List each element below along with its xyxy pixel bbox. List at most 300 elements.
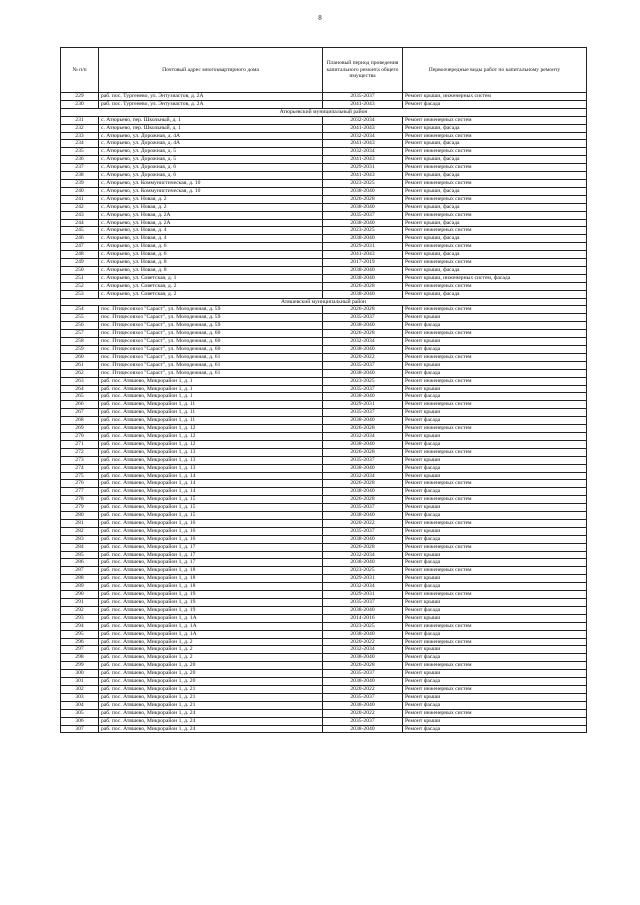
row-works: Ремонт инженерных систем: [403, 282, 587, 290]
row-works: Ремонт фасада: [403, 606, 587, 614]
row-works: Ремонт инженерных систем: [403, 243, 587, 251]
row-works: Ремонт крыши, фасада: [403, 203, 587, 211]
row-number: 237: [61, 164, 99, 172]
row-address: раб. пос. Атяшево, Микрорайон 1, д. 1А: [99, 614, 323, 622]
row-number: 244: [61, 219, 99, 227]
table-row: [61, 614, 587, 622]
row-address: раб. пос. Атяшево, Микрорайон 1, д. 15: [99, 512, 323, 520]
row-period: 2026-2028: [323, 195, 403, 203]
row-number: 240: [61, 187, 99, 195]
row-period: 2026-2028: [323, 662, 403, 670]
row-address: с. Атюрьево, ул. Дорожная, д. 6: [99, 172, 323, 180]
table-row: [61, 116, 587, 124]
row-number: 230: [61, 100, 99, 108]
row-number: 297: [61, 646, 99, 654]
row-works: Ремонт фасада: [403, 322, 587, 330]
table-row: [61, 274, 587, 282]
row-works: Ремонт инженерных систем: [403, 116, 587, 124]
row-works: Ремонт фасада: [403, 654, 587, 662]
table-row: [61, 709, 587, 717]
row-period: 2035-2037: [323, 599, 403, 607]
row-number: 259: [61, 346, 99, 354]
table-row: [61, 306, 587, 314]
row-works: Ремонт крыши: [403, 504, 587, 512]
row-address: пос. Птицесовхоз "Сараст", ул. Молодежная, д. 60: [99, 346, 323, 354]
row-period: 2041-2043: [323, 124, 403, 132]
row-period: 2026-2028: [323, 330, 403, 338]
table-row: [61, 527, 587, 535]
row-works: Ремонт крыши, фасада: [403, 266, 587, 274]
district-name: Атюрьевский муниципальный район: [61, 108, 587, 116]
table-row: [61, 243, 587, 251]
row-works: Ремонт фасада: [403, 725, 587, 733]
row-address: раб. пос. Тургенево, ул. Энтузиастов, д. 2А: [99, 100, 323, 108]
row-number: 288: [61, 575, 99, 583]
row-address: раб. пос. Атяшево, Микрорайон 1, д. 1А: [99, 622, 323, 630]
table-row: [61, 622, 587, 630]
row-works: Ремонт крыши, фасада: [403, 235, 587, 243]
row-number: 271: [61, 440, 99, 448]
row-address: с. Атюрьево, ул. Советская, д. 2: [99, 282, 323, 290]
table-row: [61, 211, 587, 219]
row-address: раб. пос. Атяшево, Микрорайон 1, д. 1: [99, 385, 323, 393]
row-address: раб. пос. Атяшево, Микрорайон 1, д. 24: [99, 717, 323, 725]
row-works: Ремонт инженерных систем: [403, 519, 587, 527]
table-body: [61, 93, 587, 733]
row-works: Ремонт инженерных систем: [403, 401, 587, 409]
table-row: [61, 346, 587, 354]
row-address: пос. Птицесовхоз "Сараст", ул. Молодежная, д. 61: [99, 353, 323, 361]
row-works: Ремонт фасада: [403, 369, 587, 377]
table-row: [61, 583, 587, 591]
table-row: [61, 259, 587, 267]
row-period: 2038-2040: [323, 678, 403, 686]
table-row: [61, 361, 587, 369]
row-works: Ремонт крыши, инженерных систем: [403, 93, 587, 101]
row-number: 236: [61, 156, 99, 164]
row-address: раб. пос. Атяшево, Микрорайон 1, д. 12: [99, 425, 323, 433]
row-number: 268: [61, 417, 99, 425]
header-number: № п/п: [61, 48, 99, 93]
row-number: 254: [61, 306, 99, 314]
row-address: с. Атюрьево, ул. Новая, д. 2А: [99, 219, 323, 227]
row-period: 2041-2043: [323, 156, 403, 164]
row-number: 307: [61, 725, 99, 733]
row-number: 299: [61, 662, 99, 670]
row-period: 2035-2037: [323, 527, 403, 535]
row-address: с. Атюрьево, ул. Новая, д. 8: [99, 266, 323, 274]
row-address: раб. пос. Атяшево, Микрорайон 1, д. 20: [99, 670, 323, 678]
row-address: пос. Птицесовхоз "Сараст", ул. Молодежная, д. 60: [99, 330, 323, 338]
row-address: пос. Птицесовхоз "Сараст", ул. Молодежная, д. 59: [99, 314, 323, 322]
table-row: [61, 322, 587, 330]
row-number: 263: [61, 377, 99, 385]
row-number: 253: [61, 290, 99, 298]
row-works: Ремонт крыши, фасада: [403, 219, 587, 227]
row-period: 2038-2040: [323, 187, 403, 195]
row-works: Ремонт инженерных систем: [403, 622, 587, 630]
row-number: 264: [61, 385, 99, 393]
table-row: [61, 282, 587, 290]
row-works: Ремонт крыши: [403, 409, 587, 417]
row-number: 229: [61, 93, 99, 101]
row-period: 2023-2025: [323, 179, 403, 187]
row-works: Ремонт крыши, фасада: [403, 172, 587, 180]
row-period: 2038-2040: [323, 393, 403, 401]
row-address: с. Атюрьево, ул. Дорожная, д. 4А: [99, 132, 323, 140]
row-address: раб. пос. Атяшево, Микрорайон 1, д. 21: [99, 701, 323, 709]
row-works: Ремонт фасада: [403, 583, 587, 591]
row-address: с. Атюрьево, ул. Новая, д. 2: [99, 203, 323, 211]
row-period: 2032-2034: [323, 551, 403, 559]
table-row: [61, 251, 587, 259]
row-period: 2032-2034: [323, 148, 403, 156]
row-works: Ремонт фасада: [403, 417, 587, 425]
row-works: Ремонт инженерных систем: [403, 567, 587, 575]
row-period: 2041-2043: [323, 251, 403, 259]
row-works: Ремонт крыши: [403, 599, 587, 607]
row-period: 2023-2025: [323, 622, 403, 630]
row-number: 286: [61, 559, 99, 567]
district-row: [61, 298, 587, 306]
row-period: 2038-2040: [323, 266, 403, 274]
table-row: [61, 685, 587, 693]
row-period: 2038-2040: [323, 725, 403, 733]
row-number: 294: [61, 622, 99, 630]
row-period: 2038-2040: [323, 417, 403, 425]
district-name: Атяшевский муниципальный район: [61, 298, 587, 306]
row-number: 285: [61, 551, 99, 559]
row-period: 2035-2037: [323, 314, 403, 322]
row-period: 2041-2043: [323, 100, 403, 108]
table-row: [61, 638, 587, 646]
row-works: Ремонт крыши, фасада: [403, 140, 587, 148]
row-number: 287: [61, 567, 99, 575]
row-period: 2038-2040: [323, 322, 403, 330]
row-number: 303: [61, 693, 99, 701]
table-row: [61, 385, 587, 393]
row-address: с. Атюрьево, ул. Новая, д. 6: [99, 243, 323, 251]
row-number: 269: [61, 425, 99, 433]
row-works: Ремонт фасада: [403, 488, 587, 496]
row-works: Ремонт фасада: [403, 678, 587, 686]
row-works: Ремонт крыши: [403, 614, 587, 622]
row-works: Ремонт инженерных систем: [403, 132, 587, 140]
row-address: с. Атюрьево, ул. Новая, д. 2А: [99, 211, 323, 219]
table-row: [61, 559, 587, 567]
table-row: [61, 480, 587, 488]
row-works: Ремонт крыши: [403, 385, 587, 393]
row-works: Ремонт крыши: [403, 575, 587, 583]
row-number: 265: [61, 393, 99, 401]
row-address: раб. пос. Атяшево, Микрорайон 1, д. 19: [99, 599, 323, 607]
row-address: с. Атюрьево, пер. Школьный, д. 1: [99, 116, 323, 124]
row-works: Ремонт крыши: [403, 314, 587, 322]
row-period: 2032-2034: [323, 132, 403, 140]
row-works: Ремонт инженерных систем: [403, 496, 587, 504]
row-number: 282: [61, 527, 99, 535]
table-row: [61, 512, 587, 520]
row-period: 2026-2028: [323, 282, 403, 290]
row-number: 252: [61, 282, 99, 290]
table-row: [61, 290, 587, 298]
row-address: раб. пос. Атяшево, Микрорайон 1, д. 19: [99, 591, 323, 599]
row-number: 277: [61, 488, 99, 496]
row-period: 2038-2040: [323, 235, 403, 243]
row-number: 238: [61, 172, 99, 180]
row-period: 2038-2040: [323, 219, 403, 227]
table-row: [61, 369, 587, 377]
row-works: Ремонт крыши: [403, 456, 587, 464]
row-works: Ремонт фасада: [403, 346, 587, 354]
district-row: [61, 108, 587, 116]
row-number: 272: [61, 448, 99, 456]
table-row: [61, 599, 587, 607]
row-address: пос. Птицесовхоз "Сараст", ул. Молодежная, д. 61: [99, 369, 323, 377]
row-address: с. Атюрьево, ул. Новая, д. 2: [99, 195, 323, 203]
table-row: [61, 496, 587, 504]
table-row: [61, 393, 587, 401]
header-works: Первоочередные виды работ по капитальному ремонту: [403, 48, 587, 93]
row-period: 2038-2040: [323, 274, 403, 282]
table-row: [61, 314, 587, 322]
row-works: Ремонт инженерных систем: [403, 227, 587, 235]
row-works: Ремонт инженерных систем: [403, 638, 587, 646]
row-address: раб. пос. Атяшево, Микрорайон 1, д. 17: [99, 559, 323, 567]
row-number: 260: [61, 353, 99, 361]
row-period: 2029-2031: [323, 401, 403, 409]
row-number: 296: [61, 638, 99, 646]
row-period: 2029-2031: [323, 243, 403, 251]
row-number: 245: [61, 227, 99, 235]
row-works: Ремонт инженерных систем: [403, 543, 587, 551]
row-address: с. Атюрьево, ул. Новая, д. 4: [99, 235, 323, 243]
row-address: пос. Птицесовхоз "Сараст", ул. Молодежная, д. 59: [99, 306, 323, 314]
table-row: [61, 654, 587, 662]
row-works: Ремонт инженерных систем: [403, 377, 587, 385]
row-number: 242: [61, 203, 99, 211]
row-period: 2026-2028: [323, 543, 403, 551]
row-address: раб. пос. Атяшево, Микрорайон 1, д. 14: [99, 480, 323, 488]
row-works: Ремонт инженерных систем: [403, 448, 587, 456]
table-row: [61, 591, 587, 599]
table-row: [61, 100, 587, 108]
table-row: [61, 266, 587, 274]
row-number: 302: [61, 685, 99, 693]
row-period: 2035-2037: [323, 361, 403, 369]
row-works: Ремонт фасада: [403, 512, 587, 520]
row-address: раб. пос. Атяшево, Микрорайон 1, д. 20: [99, 678, 323, 686]
row-period: 2032-2034: [323, 583, 403, 591]
capital-repair-table: [60, 47, 587, 733]
table-row: [61, 678, 587, 686]
row-period: 2035-2037: [323, 385, 403, 393]
table-row: [61, 504, 587, 512]
row-works: Ремонт крыши: [403, 551, 587, 559]
row-address: раб. пос. Атяшево, Микрорайон 1, д. 14: [99, 472, 323, 480]
row-works: Ремонт фасада: [403, 559, 587, 567]
table-row: [61, 330, 587, 338]
table-row: [61, 670, 587, 678]
row-works: Ремонт крыши: [403, 432, 587, 440]
row-period: 2026-2028: [323, 448, 403, 456]
table-row: [61, 456, 587, 464]
row-period: 2029-2031: [323, 591, 403, 599]
row-period: 2038-2040: [323, 630, 403, 638]
row-period: 2038-2040: [323, 440, 403, 448]
row-address: с. Атюрьево, ул. Дорожная, д. 4А: [99, 140, 323, 148]
row-period: 2041-2043: [323, 172, 403, 180]
row-address: раб. пос. Атяшево, Микрорайон 1, д. 13: [99, 448, 323, 456]
row-number: 300: [61, 670, 99, 678]
table-row: [61, 646, 587, 654]
row-number: 290: [61, 591, 99, 599]
row-number: 239: [61, 179, 99, 187]
row-number: 276: [61, 480, 99, 488]
row-works: Ремонт инженерных систем: [403, 480, 587, 488]
row-number: 275: [61, 472, 99, 480]
table-row: [61, 464, 587, 472]
row-address: пос. Птицесовхоз "Сараст", ул. Молодежная, д. 61: [99, 361, 323, 369]
row-address: раб. пос. Атяшево, Микрорайон 1, д. 14: [99, 488, 323, 496]
row-address: раб. пос. Атяшево, Микрорайон 1, д. 15: [99, 504, 323, 512]
row-period: 2026-2028: [323, 306, 403, 314]
row-address: раб. пос. Атяшево, Микрорайон 1, д. 13: [99, 456, 323, 464]
header-period: Плановый период проведения капитального ремонта общего имущества: [323, 48, 403, 93]
row-period: 2038-2040: [323, 464, 403, 472]
page-number: 8: [318, 14, 322, 22]
row-number: 233: [61, 132, 99, 140]
row-period: 2038-2040: [323, 346, 403, 354]
row-period: 2035-2037: [323, 504, 403, 512]
table-row: [61, 701, 587, 709]
row-address: с. Атюрьево, пер. Школьный, д. 1: [99, 124, 323, 132]
table-row: [61, 156, 587, 164]
row-works: Ремонт крыши: [403, 338, 587, 346]
row-address: раб. пос. Атяшево, Микрорайон 1, д. 12: [99, 440, 323, 448]
row-number: 246: [61, 235, 99, 243]
row-address: с. Атюрьево, ул. Советская, д. 2: [99, 290, 323, 298]
table-row: [61, 172, 587, 180]
row-works: Ремонт инженерных систем: [403, 330, 587, 338]
row-number: 304: [61, 701, 99, 709]
row-works: Ремонт крыши: [403, 472, 587, 480]
table-row: [61, 187, 587, 195]
row-works: Ремонт крыши: [403, 361, 587, 369]
table-row: [61, 472, 587, 480]
row-period: 2038-2040: [323, 606, 403, 614]
row-period: 2038-2040: [323, 654, 403, 662]
row-number: 298: [61, 654, 99, 662]
table-row: [61, 377, 587, 385]
row-address: раб. пос. Атяшево, Микрорайон 1, д. 15: [99, 496, 323, 504]
row-period: 2029-2031: [323, 575, 403, 583]
row-number: 280: [61, 512, 99, 520]
row-address: раб. пос. Атяшево, Микрорайон 1, д. 24: [99, 709, 323, 717]
row-period: 2038-2040: [323, 488, 403, 496]
row-number: 267: [61, 409, 99, 417]
row-works: Ремонт крыши, фасада: [403, 156, 587, 164]
table-row: [61, 425, 587, 433]
row-period: 2029-2031: [323, 164, 403, 172]
header-address: Почтовый адрес многоквартирного дома: [99, 48, 323, 93]
row-number: 274: [61, 464, 99, 472]
table-row: [61, 717, 587, 725]
row-works: Ремонт инженерных систем: [403, 195, 587, 203]
row-address: с. Атюрьево, ул. Советская, д. 1: [99, 274, 323, 282]
row-period: 2020-2022: [323, 353, 403, 361]
row-works: Ремонт крыши: [403, 693, 587, 701]
row-number: 243: [61, 211, 99, 219]
row-works: Ремонт крыши: [403, 717, 587, 725]
row-number: 247: [61, 243, 99, 251]
row-works: Ремонт инженерных систем: [403, 685, 587, 693]
row-works: Ремонт крыши, инженерных систем, фасада: [403, 274, 587, 282]
row-address: раб. пос. Атяшево, Микрорайон 1, д. 11: [99, 409, 323, 417]
row-address: с. Атюрьево, ул. Новая, д. 6: [99, 251, 323, 259]
table-row: [61, 535, 587, 543]
row-number: 281: [61, 519, 99, 527]
row-address: с. Атюрьево, ул. Коммунистическая, д. 10: [99, 187, 323, 195]
row-address: раб. пос. Атяшево, Микрорайон 1, д. 16: [99, 519, 323, 527]
row-number: 261: [61, 361, 99, 369]
table-row: [61, 488, 587, 496]
row-address: раб. пос. Атяшево, Микрорайон 1, д. 2: [99, 654, 323, 662]
row-works: Ремонт инженерных систем: [403, 259, 587, 267]
table-row: [61, 401, 587, 409]
table-row: [61, 543, 587, 551]
row-works: Ремонт инженерных систем: [403, 425, 587, 433]
row-works: Ремонт инженерных систем: [403, 591, 587, 599]
row-period: 2035-2037: [323, 211, 403, 219]
row-period: 2032-2034: [323, 472, 403, 480]
row-period: 2035-2037: [323, 93, 403, 101]
row-address: раб. пос. Атяшево, Микрорайон 1, д. 16: [99, 527, 323, 535]
table-row: [61, 338, 587, 346]
row-address: раб. пос. Атяшево, Микрорайон 1, д. 12: [99, 432, 323, 440]
row-period: 2035-2037: [323, 717, 403, 725]
row-number: 306: [61, 717, 99, 725]
table-row: [61, 195, 587, 203]
row-address: раб. пос. Атяшево, Микрорайон 1, д. 13: [99, 464, 323, 472]
table-row: [61, 132, 587, 140]
row-number: 289: [61, 583, 99, 591]
row-works: Ремонт инженерных систем: [403, 709, 587, 717]
row-works: Ремонт инженерных систем: [403, 211, 587, 219]
table-row: [61, 440, 587, 448]
row-period: 2035-2037: [323, 456, 403, 464]
row-number: 234: [61, 140, 99, 148]
row-number: 293: [61, 614, 99, 622]
row-number: 235: [61, 148, 99, 156]
row-period: 2026-2028: [323, 496, 403, 504]
table-row: [61, 235, 587, 243]
table-row: [61, 93, 587, 101]
row-works: Ремонт инженерных систем: [403, 306, 587, 314]
row-period: 2035-2037: [323, 693, 403, 701]
row-address: с. Атюрьево, ул. Дорожная, д. 5: [99, 148, 323, 156]
row-period: 2026-2028: [323, 425, 403, 433]
row-number: 283: [61, 535, 99, 543]
row-number: 284: [61, 543, 99, 551]
table-row: [61, 606, 587, 614]
row-address: раб. пос. Атяшево, Микрорайон 1, д. 18: [99, 567, 323, 575]
row-number: 279: [61, 504, 99, 512]
table-row: [61, 725, 587, 733]
row-works: Ремонт фасада: [403, 701, 587, 709]
row-period: 2026-2028: [323, 480, 403, 488]
row-address: раб. пос. Атяшево, Микрорайон 1, д. 1А: [99, 630, 323, 638]
